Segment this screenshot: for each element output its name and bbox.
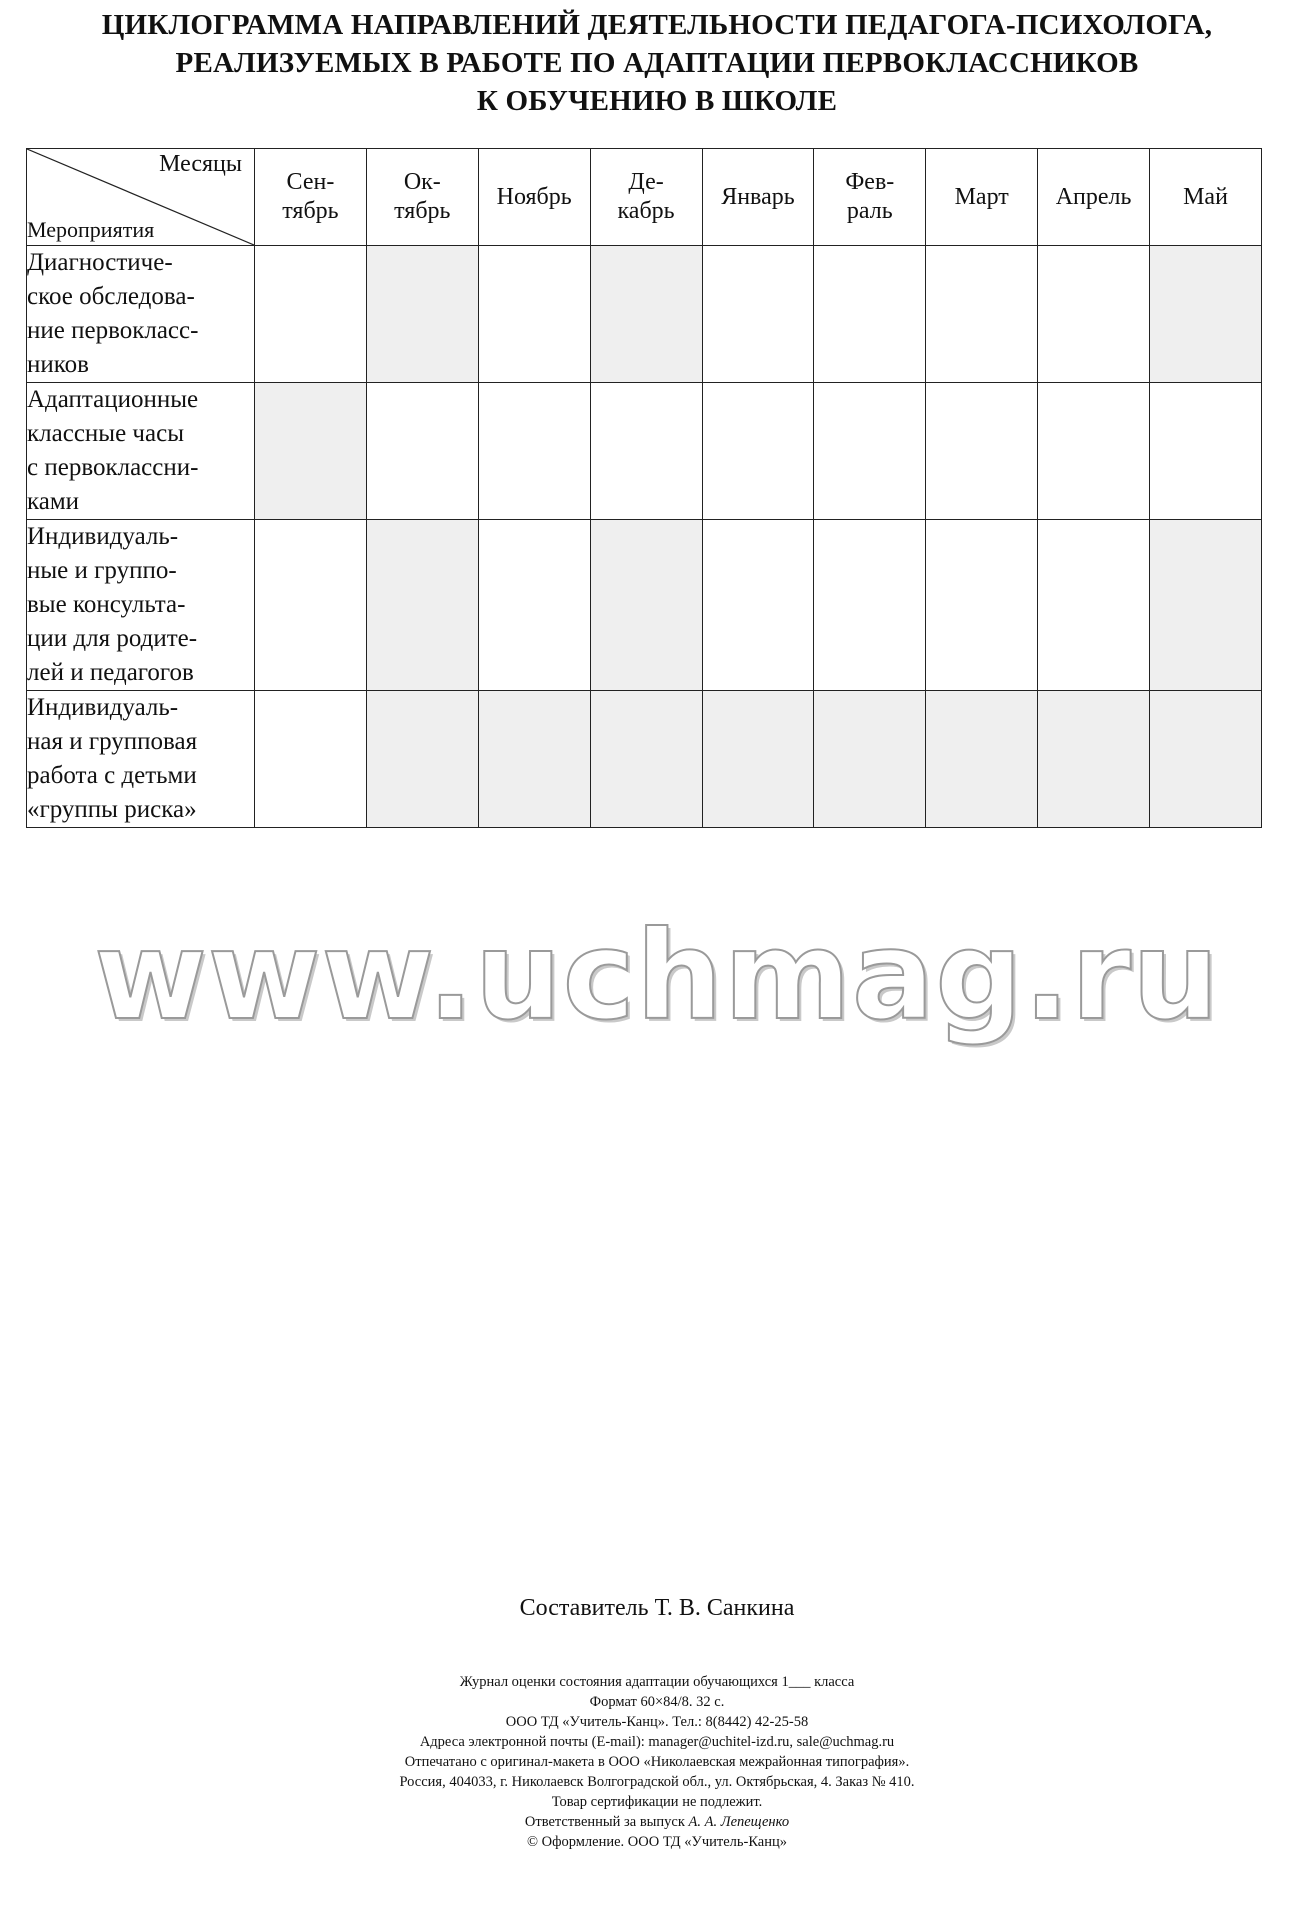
imprint-line — [0, 1812, 1314, 1832]
month-header: Де- кабрь — [590, 149, 702, 246]
schedule-cell[interactable] — [478, 246, 590, 383]
imprint-line: Журнал оценки состояния адаптации обучающихся 1___ класса — [459, 1674, 855, 1690]
imprint-line: © Оформление. ООО ТД «Учитель-Канц» — [526, 1834, 788, 1850]
activities-label: Мероприятия — [27, 217, 155, 242]
schedule-cell[interactable] — [814, 383, 926, 520]
table-row — [27, 691, 1262, 828]
month-header: Фев- раль — [814, 149, 926, 246]
table-row — [27, 383, 1262, 520]
schedule-cell[interactable] — [926, 520, 1038, 691]
compiler-credit: Составитель Т. В. Санкина — [519, 1595, 795, 1621]
schedule-cell[interactable] — [366, 691, 478, 828]
schedule-cell[interactable] — [1150, 383, 1262, 520]
month-header: Январь — [702, 149, 814, 246]
activity-cell: Адаптационные классные часы с первоклассни- ками — [27, 383, 255, 520]
imprint-line: Товар сертификации не подлежит. — [551, 1794, 763, 1810]
cyclogram-table — [26, 148, 1262, 828]
schedule-cell[interactable] — [1038, 246, 1150, 383]
title-line-1: ЦИКЛОГРАММА НАПРАВЛЕНИЙ ДЕЯТЕЛЬНОСТИ ПЕДАГОГА-ПСИХОЛОГА, — [101, 9, 1213, 41]
schedule-cell[interactable] — [702, 691, 814, 828]
schedule-cell[interactable] — [926, 246, 1038, 383]
schedule-cell[interactable] — [1038, 520, 1150, 691]
schedule-cell[interactable] — [255, 520, 367, 691]
schedule-cell[interactable] — [926, 691, 1038, 828]
schedule-cell[interactable] — [590, 691, 702, 828]
activity-cell: Индивидуаль- ные и группо- вые консульта- ции для родите- лей и педагогов — [27, 520, 255, 691]
month-header: Ноябрь — [478, 149, 590, 246]
imprint-line: ООО ТД «Учитель-Канц». Тел.: 8(8442) 42-25-58 — [505, 1714, 809, 1730]
month-header: Ок- тябрь — [366, 149, 478, 246]
schedule-cell[interactable] — [590, 383, 702, 520]
header-row — [27, 149, 1262, 246]
schedule-cell[interactable] — [366, 246, 478, 383]
schedule-cell[interactable] — [1150, 691, 1262, 828]
schedule-cell[interactable] — [255, 383, 367, 520]
document-title — [0, 6, 1314, 120]
corner-header-cell — [27, 149, 255, 246]
month-header: Апрель — [1038, 149, 1150, 246]
schedule-cell[interactable] — [1150, 246, 1262, 383]
schedule-cell[interactable] — [366, 383, 478, 520]
responsible-name: А. А. Лепещенко — [688, 1814, 790, 1830]
schedule-cell[interactable] — [478, 691, 590, 828]
schedule-cell[interactable] — [814, 691, 926, 828]
imprint-block — [0, 1672, 1314, 1852]
schedule-cell[interactable] — [702, 520, 814, 691]
schedule-cell[interactable] — [702, 246, 814, 383]
month-header: Март — [926, 149, 1038, 246]
schedule-cell[interactable] — [814, 520, 926, 691]
table-row — [27, 246, 1262, 383]
schedule-cell[interactable] — [478, 383, 590, 520]
table-row — [27, 520, 1262, 691]
months-label: Месяцы — [159, 151, 242, 177]
activity-cell: Индивидуаль- ная и групповая работа с детьми «группы риска» — [27, 691, 255, 828]
imprint-line: Отпечатано с оригинал-макета в ООО «Николаевская межрайонная типография». — [404, 1754, 910, 1770]
title-line-2: РЕАЛИЗУЕМЫХ В РАБОТЕ ПО АДАПТАЦИИ ПЕРВОКЛАССНИКОВ — [175, 47, 1139, 79]
schedule-cell[interactable] — [590, 246, 702, 383]
schedule-cell[interactable] — [702, 383, 814, 520]
schedule-cell[interactable] — [1038, 383, 1150, 520]
responsible-label: Ответственный за выпуск — [524, 1814, 685, 1830]
schedule-cell[interactable] — [926, 383, 1038, 520]
title-line-3: К ОБУЧЕНИЮ В ШКОЛЕ — [476, 85, 838, 117]
schedule-cell[interactable] — [255, 246, 367, 383]
schedule-cell[interactable] — [814, 246, 926, 383]
schedule-cell[interactable] — [255, 691, 367, 828]
schedule-cell[interactable] — [1150, 520, 1262, 691]
schedule-cell[interactable] — [590, 520, 702, 691]
activity-cell: Диагностиче- ское обследова- ние первокласс- ников — [27, 246, 255, 383]
month-header: Сен- тябрь — [255, 149, 367, 246]
watermark: www.uchmag.ru — [94, 905, 1220, 1047]
imprint-line: Формат 60×84/8. 32 с. — [589, 1694, 725, 1710]
schedule-cell[interactable] — [1038, 691, 1150, 828]
imprint-line: Адреса электронной почты (E-mail): manager@uchitel-izd.ru, sale@uchmag.ru — [419, 1734, 895, 1750]
schedule-cell[interactable] — [478, 520, 590, 691]
month-header: Май — [1150, 149, 1262, 246]
schedule-cell[interactable] — [366, 520, 478, 691]
imprint-line: Россия, 404033, г. Николаевск Волгоградской обл., ул. Октябрьская, 4. Заказ № 410. — [399, 1774, 915, 1790]
